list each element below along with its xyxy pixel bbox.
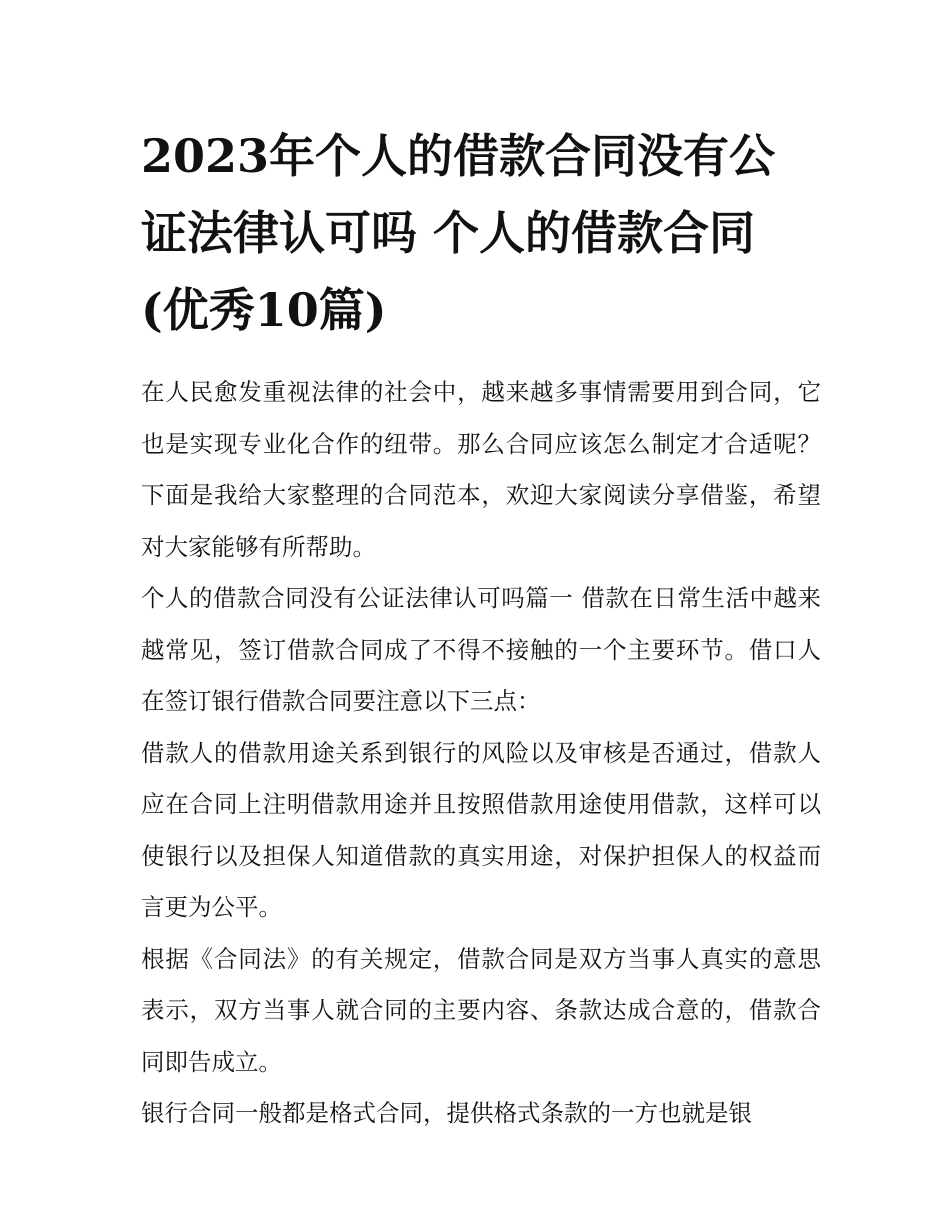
paragraph-loan-purpose: 借款人的借款用途关系到银行的风险以及审核是否通过，借款人应在合同上注明借款用途并且按照借款用途使用借款，这样可以使银行以及担保人知道借款的真实用途，对保护担保人的权益而言更为公平。 (141, 738, 821, 921)
document-title: 2023年个人的借款合同没有公证法律认可吗 个人的借款合同(优秀10篇) (141, 129, 776, 337)
document-body (141, 367, 821, 1140)
paragraph-contract-law: 根据《合同法》的有关规定，借款合同是双方当事人真实的意思表示，双方当事人就合同的主要内容、条款达成合意的，借款合同即告成立。 (141, 944, 821, 1076)
paragraph-format-contract: 银行合同一般都是格式合同，提供格式条款的一方也就是银 (141, 1099, 752, 1127)
paragraph-section-one: 个人的借款合同没有公证法律认可吗篇一 借款在日常生活中越来越常见，签订借款合同成了不得不接触的一个主要环节。借口人在签订银行借款合同要注意以下三点： (141, 584, 821, 715)
document-page (141, 118, 821, 1140)
paragraph-intro: 在人民愈发重视法律的社会中，越来越多事情需要用到合同，它也是实现专业化合作的纽带。那么合同应该怎么制定才合适呢？下面是我给大家整理的合同范本，欢迎大家阅读分享借鉴，希望对大家能够有所帮助。 (141, 378, 821, 561)
